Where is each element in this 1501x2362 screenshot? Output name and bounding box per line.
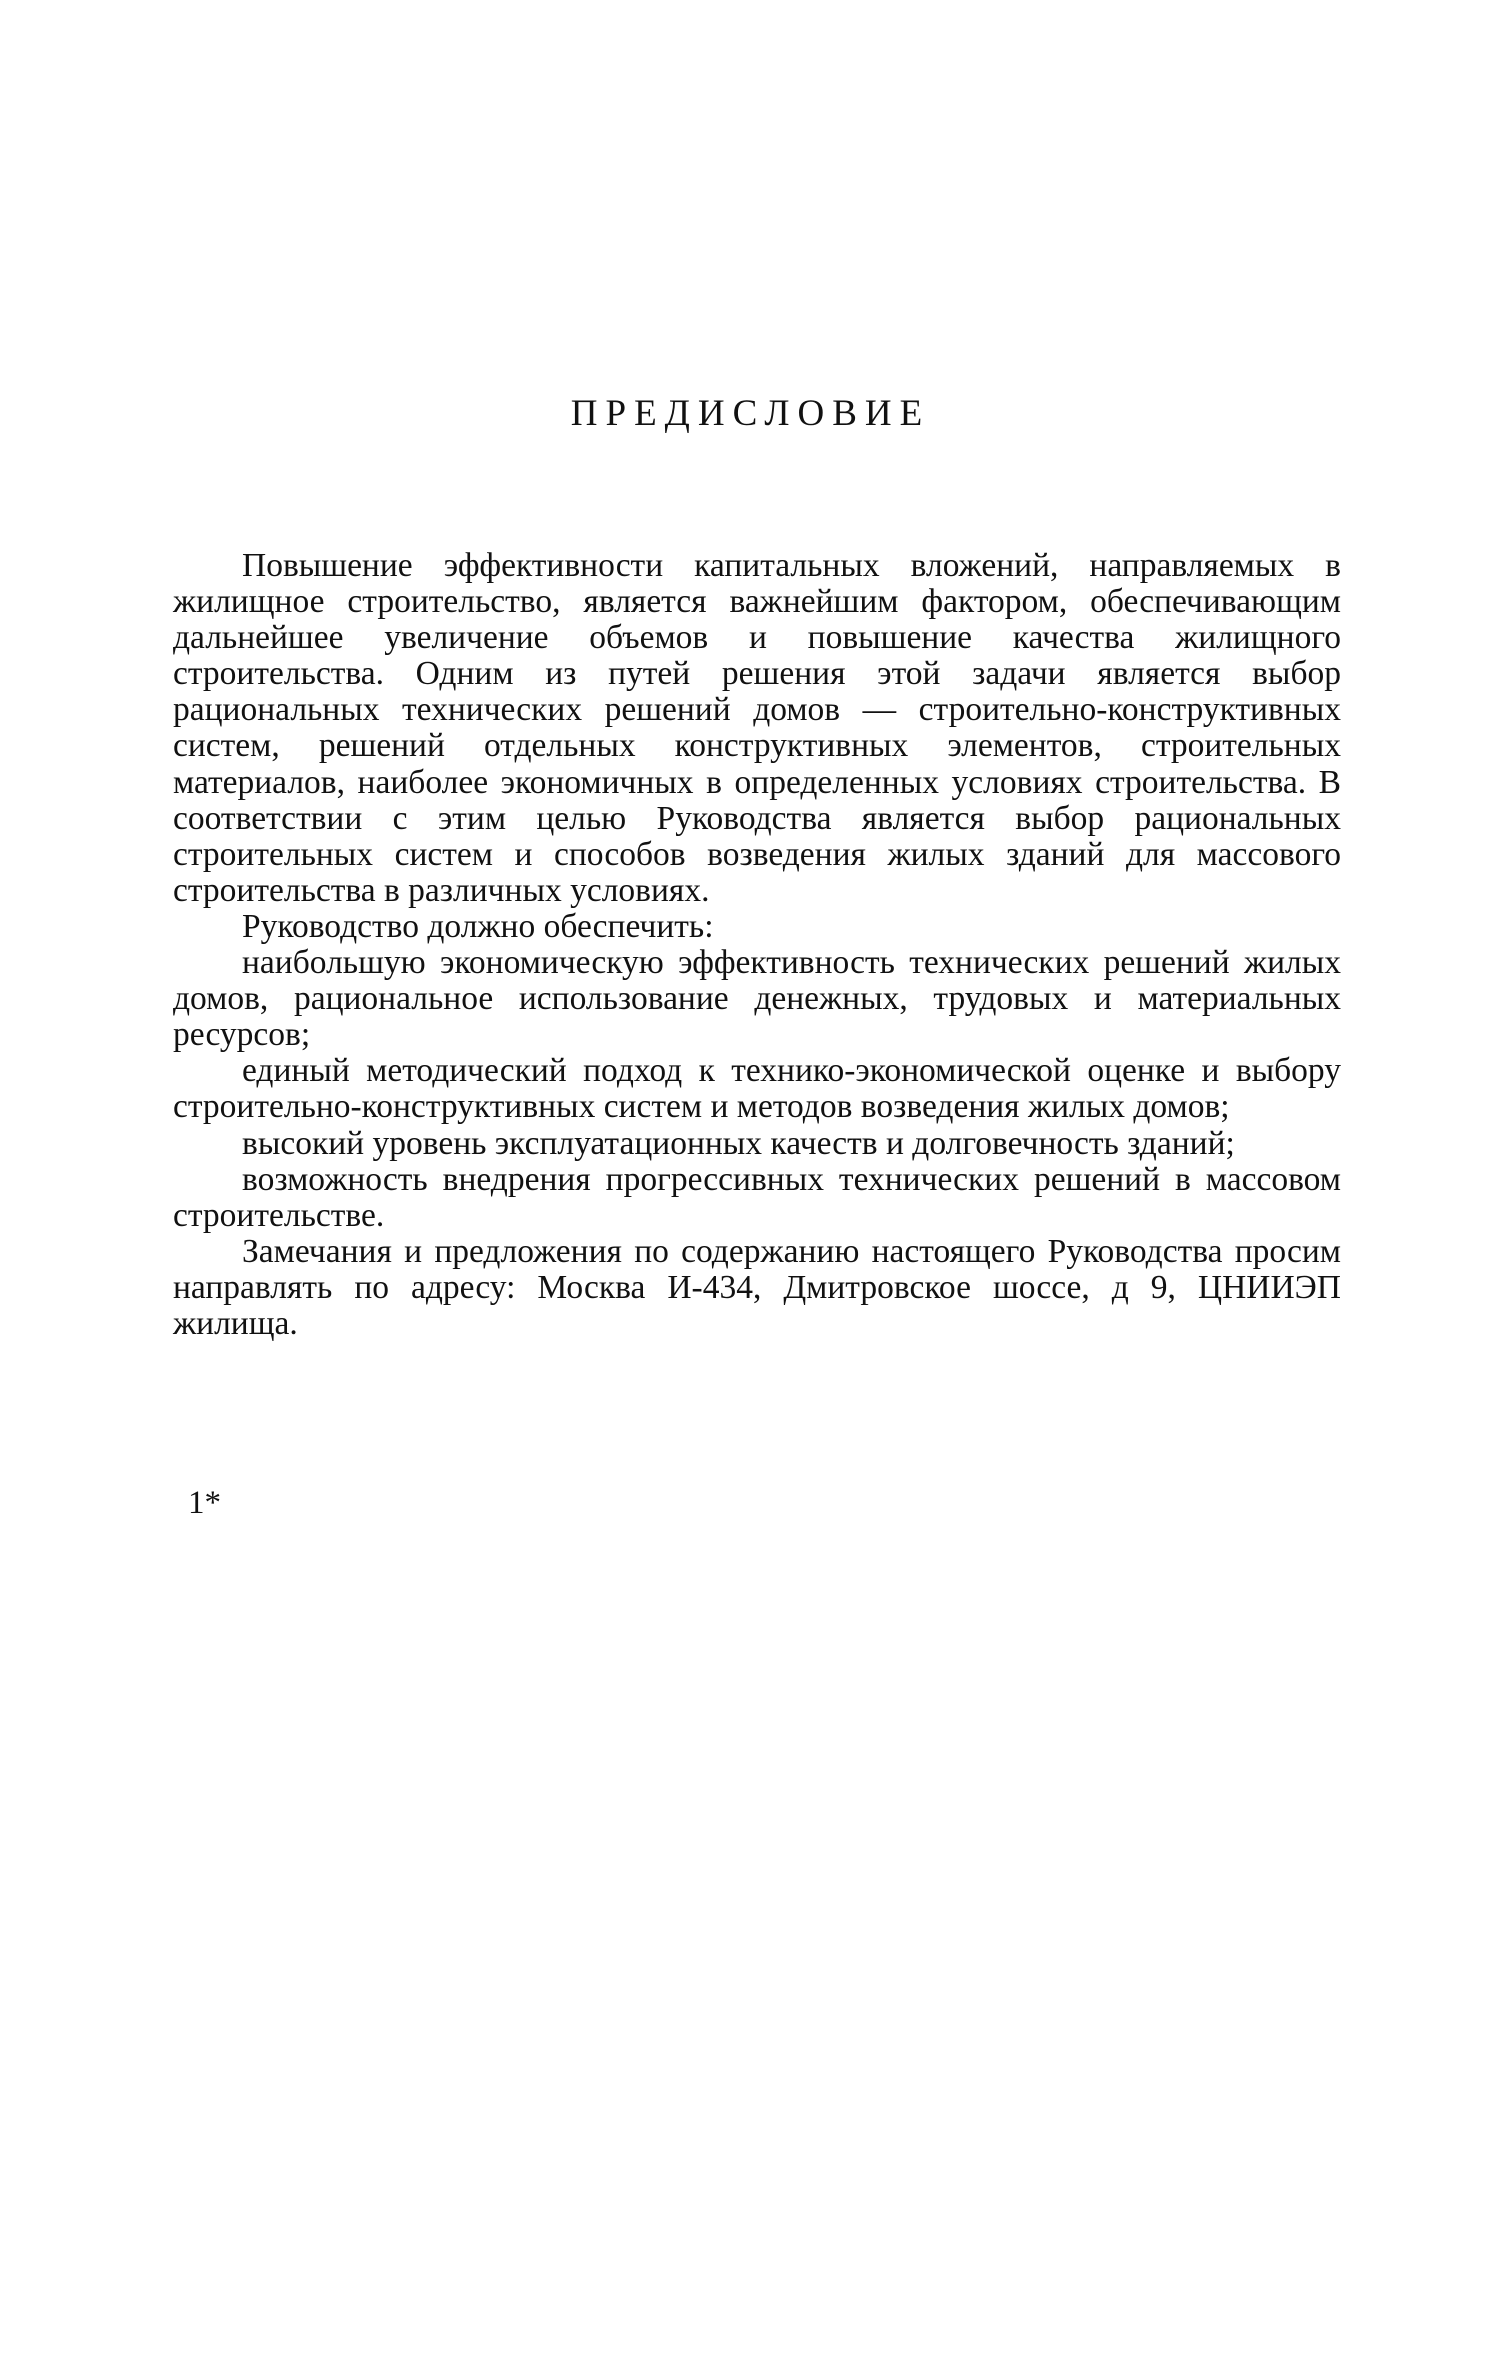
- signature-mark: 1*: [188, 1485, 221, 1521]
- paragraph-requirement-innovation: возможность внедрения прогрессивных технических решений в массовом строительстве.: [173, 1160, 1341, 1234]
- paragraph-requirement-efficiency: наибольшую экономическую эффективность технических решений жилых домов, рациональное использование денежных, трудовых и материальных ресурсов;: [173, 944, 1341, 1054]
- page-title: ПРЕДИСЛОВИЕ: [570, 393, 931, 434]
- paragraph-requirements-lead: Руководство должно обеспечить:: [242, 907, 714, 945]
- paragraph-feedback-address: Замечания и предложения по содержанию настоящего Руководства просим направлять по адресу: Москва И-434, Дмитровское шоссе, д 9, ЦНИИЭП жилища.: [173, 1232, 1341, 1342]
- paragraph-requirement-quality: высокий уровень эксплуатационных качеств и долговечность зданий;: [242, 1124, 1235, 1162]
- body-text: [173, 548, 1341, 1342]
- paragraph-intro: Повышение эффективности капитальных вложений, направляемых в жилищное строительство, является важнейшим фактором, обеспечивающим дальнейшее увеличение объемов и повышение качества жилищного строительства. Одним из путей решения этой задачи является выбор рациональных технических решений домов — строительно-конструктивных систем, решений отдельных конструктивных элементов, строительных материалов, наиболее экономичных в определенных условиях строительства. В соответствии с этим целью Руководства является выбор рациональных строительных систем и способов возведения жилых зданий для массового строительства в различных условиях.: [173, 547, 1341, 909]
- paragraph-requirement-method: единый методический подход к технико-экономической оценке и выбору строительно-конструктивных систем и методов возведения жилых домов;: [173, 1052, 1341, 1126]
